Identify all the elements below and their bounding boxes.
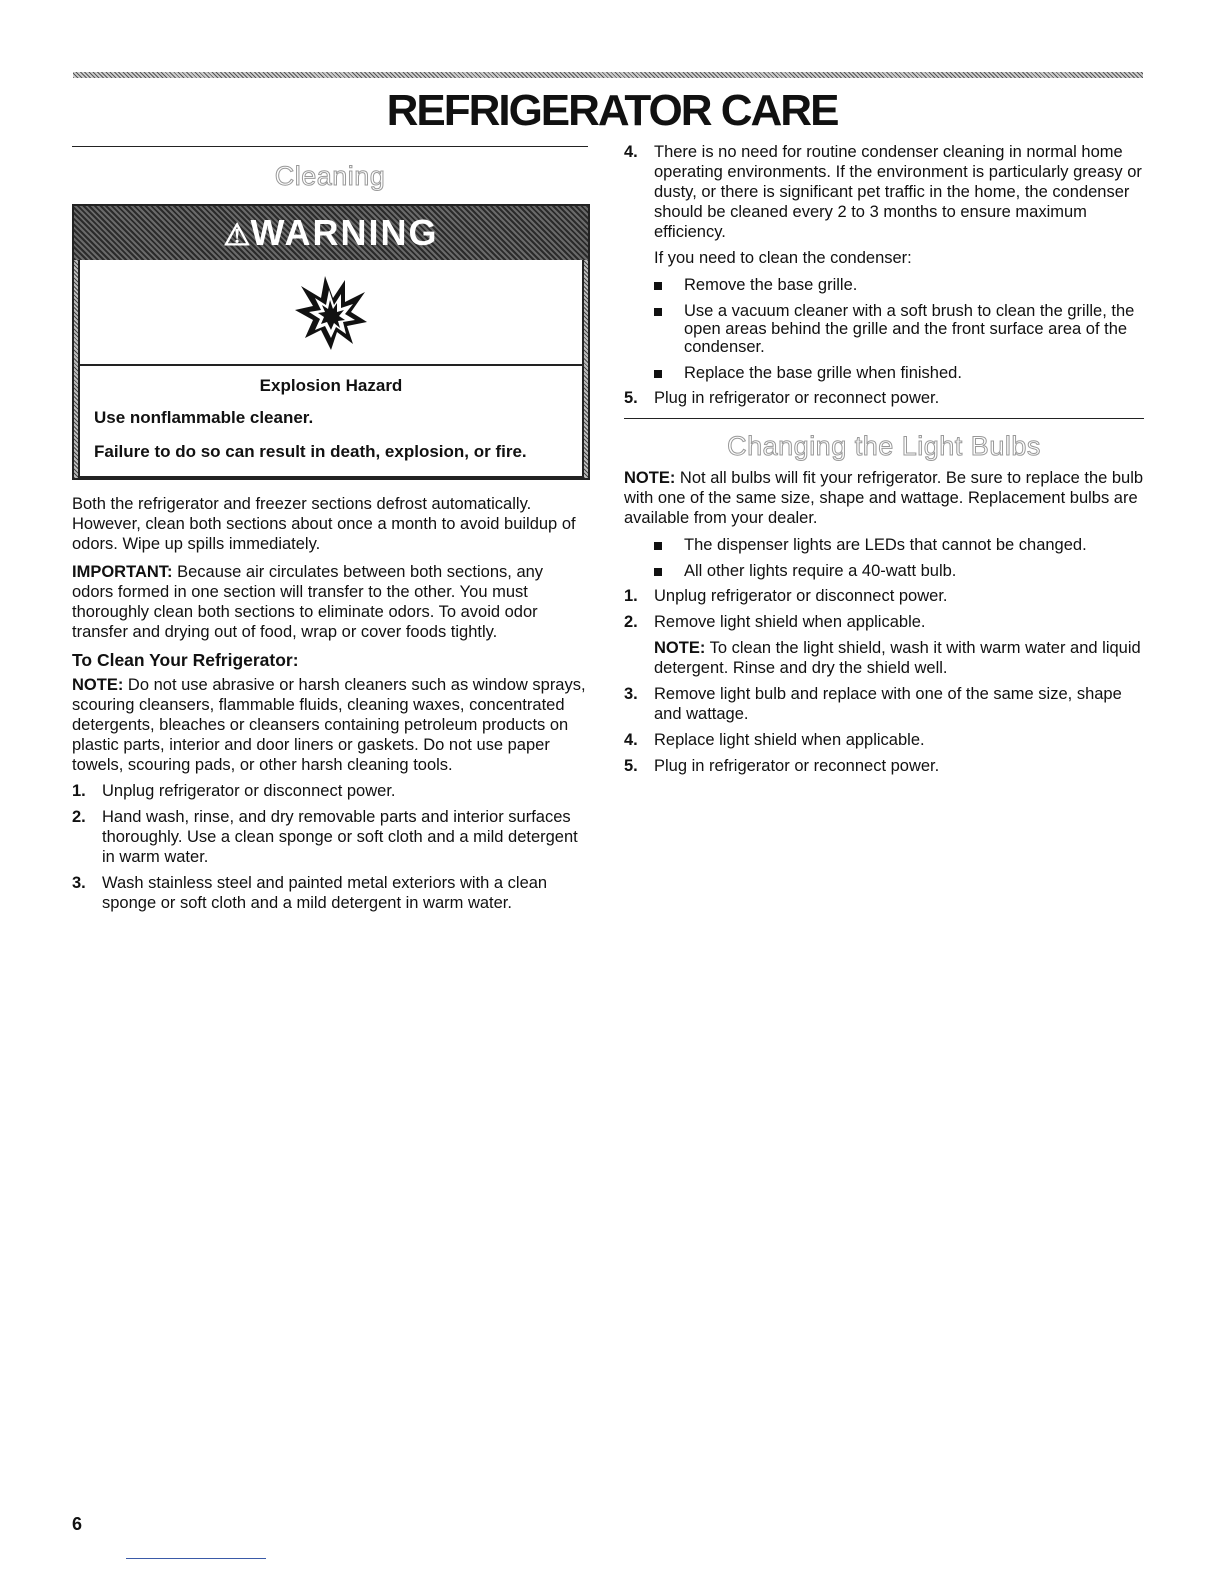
important-text: Because air circulates between both sections, any odors formed in one section will transfer to the other. You must thoroughly clean both sections to eliminate odors. To avoid odor transfer and drying out of food, wrap or cover foods tightly. [72, 563, 544, 641]
note-label: NOTE: [72, 676, 124, 694]
step-number: 3. [72, 874, 86, 892]
bullet-text: Remove the base grille. [684, 276, 858, 294]
step-number: 1. [72, 782, 86, 800]
cleaning-heading: Cleaning [274, 161, 386, 191]
step-text: Remove light shield when applicable. [654, 613, 926, 631]
bullet-icon [654, 276, 684, 294]
list-item [72, 873, 588, 913]
step-text: Wash stainless steel and painted metal exteriors with a clean sponge or soft cloth and a mild detergent in warm water. [102, 874, 548, 912]
bullet-text: All other lights require a 40-watt bulb. [684, 562, 957, 580]
warning-side-hatch-left [74, 260, 78, 478]
condenser-intro: If you need to clean the condenser: [654, 249, 912, 267]
step-number: 5. [624, 757, 638, 775]
list-item [624, 612, 1144, 632]
note-text: To clean the light shield, wash it with warm water and liquid detergent. Rinse and dry the shield well. [654, 639, 1141, 677]
warning-inner [78, 260, 584, 478]
warning-label-wrap [224, 212, 439, 254]
step-text: There is no need for routine condenser cleaning in normal home operating environments. If the environment is particularly greasy or dusty, or there is significant pet traffic in the home, the condenser should be cleaned every 2 to 3 months to ensure maximum efficiency. [654, 143, 1142, 241]
list-item [72, 781, 588, 801]
important-label: IMPORTANT: [72, 563, 173, 581]
step-number: 4. [624, 143, 638, 161]
section-divider [72, 146, 588, 147]
left-column [72, 146, 588, 913]
list-item [624, 756, 1144, 776]
list-item [624, 142, 1144, 242]
step-text: Plug in refrigerator or reconnect power. [654, 757, 940, 775]
bullet-icon [654, 302, 684, 356]
list-item [624, 684, 1144, 724]
step-number: 5. [624, 389, 638, 407]
bullet-icon [654, 364, 684, 382]
note-text: Not all bulbs will fit your refrigerator. Be sure to replace the bulb with one of the same size, shape and wattage. Replacement bulbs are available from your dealer. [624, 469, 1144, 527]
list-item [624, 562, 1144, 580]
important-paragraph [72, 562, 588, 642]
warning-label: WARNING [250, 212, 439, 253]
warning-title: Explosion Hazard [259, 376, 403, 395]
step-text: Hand wash, rinse, and dry removable parts and interior surfaces thoroughly. Use a clean sponge or soft cloth and a mild detergent in warm water. [102, 808, 578, 866]
explosion-icon [291, 272, 371, 352]
note-text: Do not use abrasive or harsh cleaners such as window sprays, scouring cleansers, flammable fluids, cleaning waxes, concentrated detergents, bleaches or cleansers containing petroleum products on plastic parts, interior and door liners or gaskets. Do not use paper towels, scouring pads, or other harsh cleaning tools. [72, 676, 586, 774]
warning-line-2: Failure to do so can result in death, explosion, or fire. [94, 442, 527, 461]
bullet-icon [654, 562, 684, 580]
step-number: 2. [624, 613, 638, 631]
list-item [624, 586, 1144, 606]
cleaning-note [72, 675, 588, 775]
step-number: 1. [624, 587, 638, 605]
warning-box [72, 204, 590, 480]
clean-subheading: To Clean Your Refrigerator: [72, 650, 299, 670]
list-item [72, 807, 588, 867]
list-item [624, 536, 1144, 554]
list-item [624, 730, 1144, 750]
warning-line-1: Use nonflammable cleaner. [94, 408, 314, 427]
bulbs-note [624, 468, 1144, 528]
note-label: NOTE: [654, 639, 706, 657]
bullet-text: Replace the base grille when finished. [684, 364, 962, 382]
warning-icon-panel [78, 260, 584, 366]
list-item [624, 276, 1144, 294]
step-text: Remove light bulb and replace with one of the same size, shape and wattage. [654, 685, 1122, 723]
top-decorative-rule [73, 72, 1143, 78]
step-number: 4. [624, 731, 638, 749]
step-text: Replace light shield when applicable. [654, 731, 925, 749]
footer-line [126, 1558, 266, 1559]
light-shield-note [624, 638, 1144, 678]
cleaning-intro: Both the refrigerator and freezer sections defrost automatically. However, clean both sections about once a month to avoid buildup of odors. Wipe up spills immediately. [72, 495, 576, 553]
step-number: 2. [72, 808, 86, 826]
list-item [624, 302, 1144, 356]
bullet-icon [654, 536, 684, 554]
step-text: Unplug refrigerator or disconnect power. [654, 587, 948, 605]
bullet-text: Use a vacuum cleaner with a soft brush to clean the grille, the open areas behind the grille and the front surface area of the condenser. [684, 302, 1135, 356]
bulbs-heading: Changing the Light Bulbs [727, 431, 1041, 461]
note-label: NOTE: [624, 469, 676, 487]
section-divider [624, 418, 1144, 419]
warning-side-hatch-right [584, 260, 588, 478]
list-item [624, 388, 1144, 408]
warning-triangle-icon: ⚠ [223, 219, 251, 252]
right-column [624, 140, 1144, 776]
warning-header [74, 206, 588, 260]
list-item [624, 364, 1144, 382]
step-number: 3. [624, 685, 638, 703]
warning-text-panel [78, 366, 584, 478]
page-number: 6 [72, 1514, 83, 1534]
bullet-text: The dispenser lights are LEDs that cannot be changed. [684, 536, 1087, 554]
step-text: Unplug refrigerator or disconnect power. [102, 782, 396, 800]
page-title: REFRIGERATOR CARE [386, 86, 838, 135]
step-text: Plug in refrigerator or reconnect power. [654, 389, 940, 407]
